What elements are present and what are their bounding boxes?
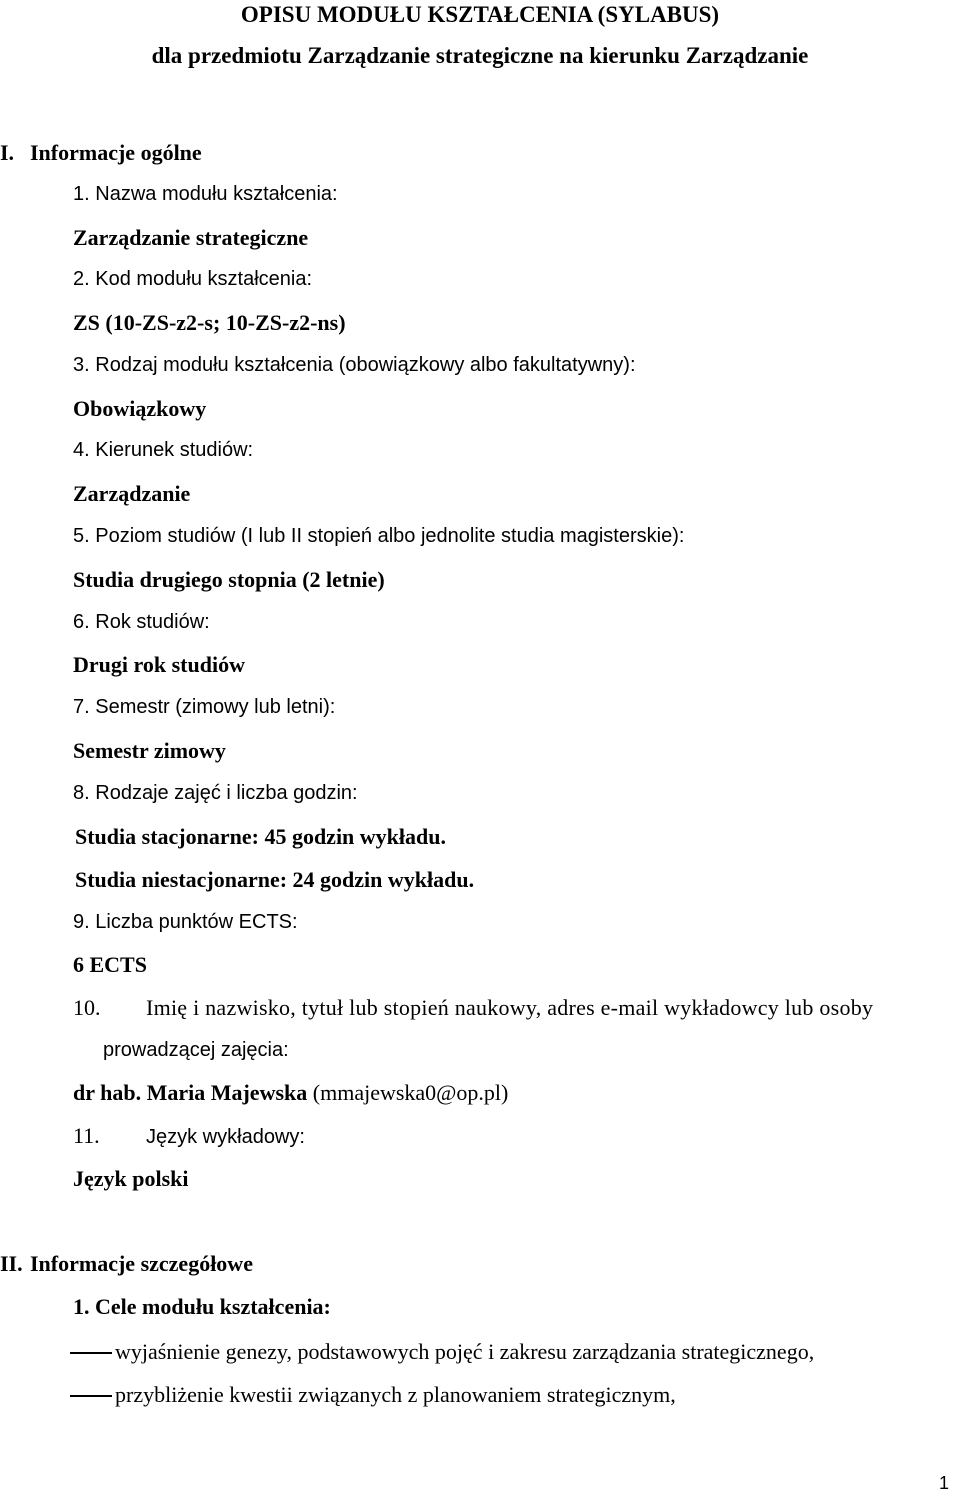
item-number: 11. — [73, 1123, 100, 1148]
item-question-3 — [73, 355, 636, 375]
item-number: 8. — [73, 782, 90, 804]
item-answer-1: Zarządzanie strategiczne — [73, 225, 309, 250]
section-title: Informacje ogólne — [30, 140, 202, 165]
section-title: Informacje szczegółowe — [30, 1251, 253, 1276]
item-number: 10. — [73, 995, 101, 1020]
item-question-text: Rodzaj modułu kształcenia (obowiązkowy albo fakultatywny): — [95, 354, 636, 376]
item-question-6 — [73, 612, 210, 632]
item-answer-6: Drugi rok studiów — [73, 652, 245, 677]
item-answer-7: Semestr zimowy — [73, 738, 226, 763]
item-number: 6. — [73, 611, 90, 633]
item-answer-2: ZS (10-ZS-z2-s; 10-ZS-z2-ns) — [73, 310, 346, 335]
section-heading-general — [0, 142, 202, 164]
item-answer-9: 6 ECTS — [73, 952, 147, 977]
item-number: 1. — [73, 183, 90, 205]
item-question-text: Rok studiów: — [95, 611, 210, 633]
list-item: przybliżenie kwestii związanych z planowaniem strategicznym, — [115, 1382, 676, 1407]
subsection-goals — [73, 1296, 331, 1318]
item-answer-8b: Studia niestacjonarne: 24 godzin wykładu. — [75, 867, 475, 892]
item-number: 3. — [73, 354, 90, 376]
page-number: 1 — [939, 1473, 950, 1493]
item-question-9 — [73, 912, 298, 932]
item-number: 4. — [73, 439, 90, 461]
item-answer-11: Język polski — [73, 1166, 189, 1191]
document-title: OPISU MODUŁU KSZTAŁCENIA (SYLABUS) — [240, 2, 720, 27]
item-answer-10 — [73, 1082, 508, 1104]
item-question-8 — [73, 783, 358, 803]
dash-bullet-icon — [70, 1352, 112, 1354]
section-number: II. — [0, 1251, 23, 1276]
item-question-7 — [73, 697, 335, 717]
lecturer-email: (mmajewska0@op.pl) — [307, 1080, 509, 1105]
section-heading-detailed — [0, 1253, 253, 1275]
item-answer-4: Zarządzanie — [73, 481, 191, 506]
section-number: I. — [0, 140, 15, 165]
item-number: 9. — [73, 911, 90, 933]
item-question-11 — [73, 1125, 305, 1147]
item-question-10-cont: prowadzącej zajęcia: — [103, 1039, 289, 1061]
item-question-text: Liczba punktów ECTS: — [95, 911, 298, 933]
item-question-1 — [73, 184, 338, 204]
item-question-text: Język wykładowy: — [146, 1126, 305, 1148]
item-question-text: Kod modułu kształcenia: — [95, 268, 313, 290]
lecturer-name: dr hab. Maria Majewska — [73, 1080, 308, 1105]
item-question-2 — [73, 269, 312, 289]
item-question-text: Rodzaje zajęć i liczba godzin: — [95, 782, 358, 804]
item-question-text: Imię i nazwisko, tytuł lub stopień naukowy, adres e-mail wykładowcy lub osoby — [146, 995, 874, 1020]
item-question-text: Semestr (zimowy lub letni): — [95, 696, 336, 718]
item-question-text: Nazwa modułu kształcenia: — [95, 183, 338, 205]
list-item: wyjaśnienie genezy, podstawowych pojęć i zakresu zarządzania strategicznego, — [115, 1339, 815, 1364]
item-answer-8a: Studia stacjonarne: 45 godzin wykładu. — [75, 824, 447, 849]
document-subtitle: dla przedmiotu Zarządzanie strategiczne na kierunku Zarządzanie — [151, 43, 809, 68]
item-question-10 — [73, 997, 873, 1019]
item-question-4 — [73, 440, 253, 460]
item-number: 2. — [73, 268, 90, 290]
item-question-text: Kierunek studiów: — [95, 439, 254, 461]
subsection-number: 1. — [73, 1294, 90, 1319]
subsection-title: Cele modułu kształcenia: — [95, 1294, 331, 1319]
item-question-text: Poziom studiów (I lub II stopień albo jednolite studia magisterskie): — [95, 525, 685, 547]
item-answer-3: Obowiązkowy — [73, 396, 207, 421]
dash-bullet-icon — [70, 1395, 112, 1397]
item-answer-5: Studia drugiego stopnia (2 letnie) — [73, 567, 385, 592]
item-question-5 — [73, 526, 684, 546]
item-number: 5. — [73, 525, 90, 547]
item-number: 7. — [73, 696, 90, 718]
